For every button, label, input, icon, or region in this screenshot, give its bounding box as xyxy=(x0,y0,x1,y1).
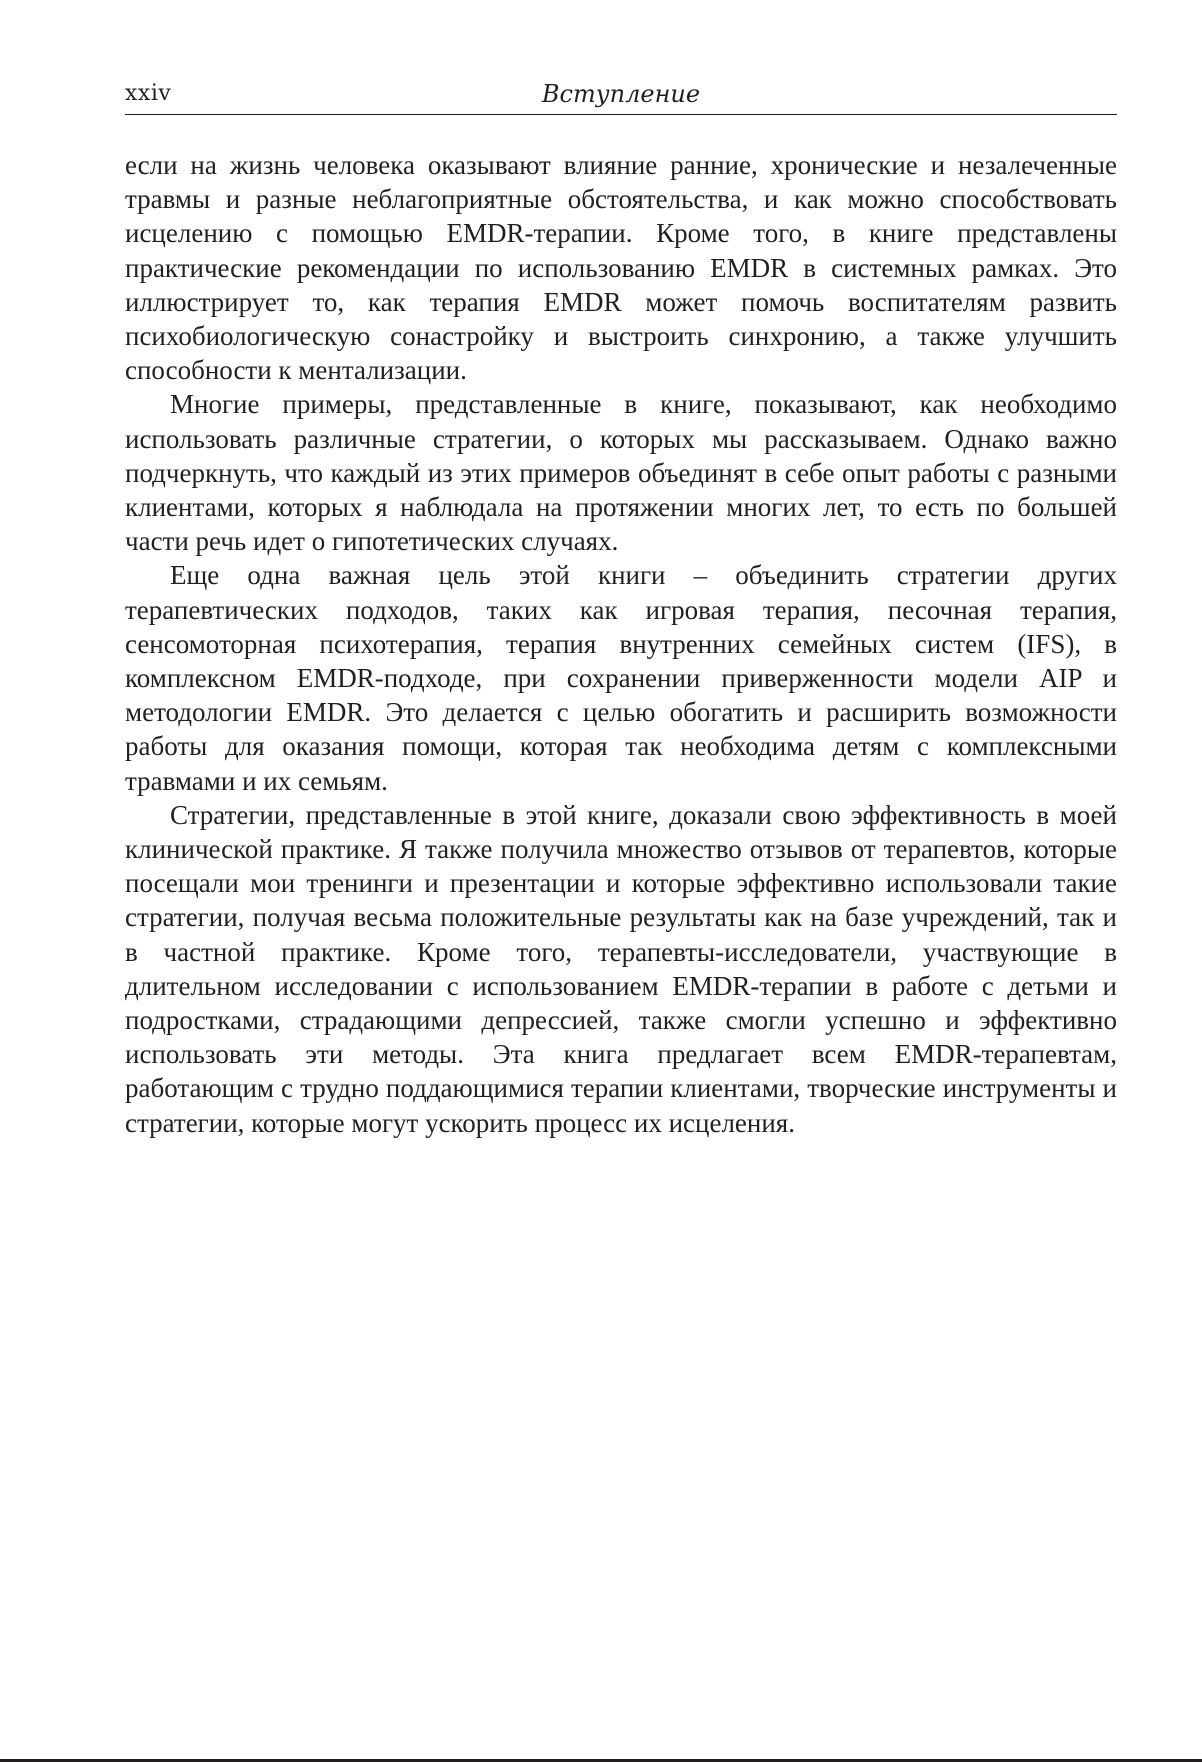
page-number: xxiv xyxy=(125,81,172,106)
paragraph: Стратегии, представленные в этой книге, доказали свою эффективность в моей клинической практике. Я также получила множество отзывов от терапевтов, которые посещали мои тренинги и презентации и которые эффективно использовали такие стратегии, получая весьма положительные результаты как на базе учреждений, так и в частной практике. Кроме того, терапевты-исследователи, участвующие в длительном исследовании с использованием EMDR-терапии в работе с детьми и подростками, страдающими депрессией, также смогли успешно и эффективно использовать эти методы. Эта книга предлагает всем EMDR-терапевтам, работающим с трудно поддающимися терапии клиентами, творческие инструменты и стратегии, которые могут ускорить процесс их исцеления. xyxy=(125,799,1117,1138)
paragraph: Многие примеры, представленные в книге, показывают, как необходимо использовать различные стратегии, о которых мы рассказываем. Однако важно подчеркнуть, что каждый из этих примеров объединят в себе опыт работы с разными клиентами, которых я наблюдала на протяжении многих лет, то есть по большей части речь идет о гипотетических случаях. xyxy=(125,389,1117,557)
paragraph-continued: если на жизнь человека оказывают влияние ранние, хронические и незалеченные травмы и разные неблагоприятные обстоятельства, и как можно способствовать исцелению с помощью EMDR-терапии. Кроме того, в книге представлены практические рекомендации по использованию EMDR в системных рамках. Это иллюстрирует то, как терапия EMDR может помочь воспитателям развить психобиологическую сонастройку и выстроить синхронию, а также улучшить способности к ментализации. xyxy=(125,150,1117,386)
body-text xyxy=(125,148,1117,1140)
paragraph: Еще одна важная цель этой книги – объединить стратегии других терапевтических подходов, таких как игровая терапия, песочная терапия, сенсомоторная психотерапия, терапия внутренних семейных систем (IFS), в комплексном EMDR-подходе, при сохранении приверженности модели AIP и методологии EMDR. Это делается с целью обогатить и расширить возможности работы для оказания помощи, которая так необходима детям с комплексными травмами и их семьям. xyxy=(125,560,1117,796)
running-title: Вступление xyxy=(541,80,701,108)
running-head xyxy=(125,76,1117,115)
